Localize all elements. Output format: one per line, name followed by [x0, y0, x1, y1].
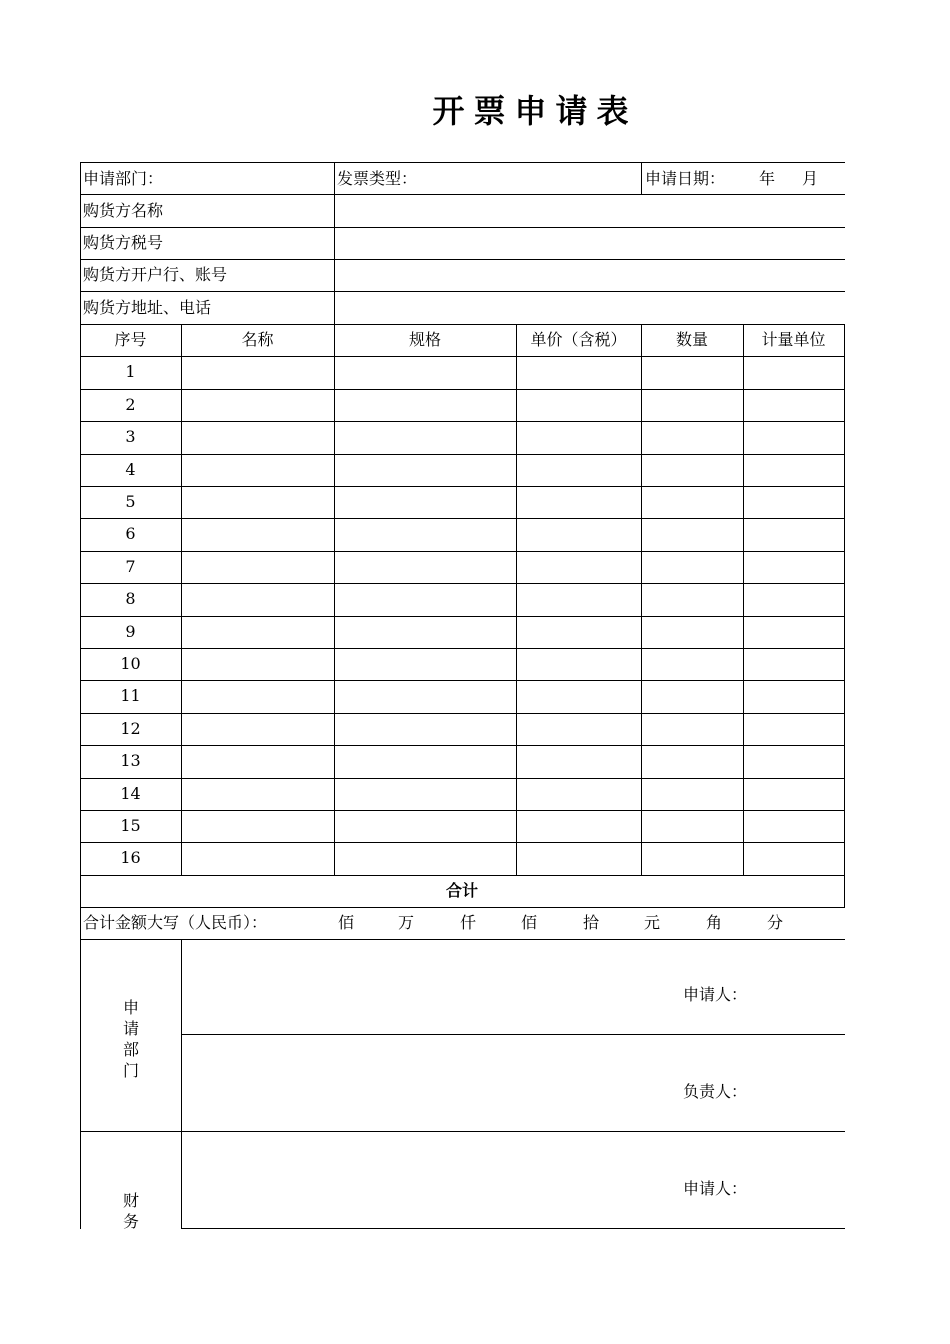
grid-line — [80, 680, 845, 681]
grid-line — [181, 324, 182, 876]
grid-line — [80, 551, 845, 552]
grid-line — [80, 939, 845, 940]
grid-line — [80, 583, 845, 584]
finance-applicant-label: 申请人： — [683, 1179, 748, 1198]
buyer-bank-label: 购货方开户行、账号 — [83, 265, 228, 284]
grid-line — [80, 356, 845, 357]
row-number: 2 — [125, 395, 136, 414]
row-number: 8 — [125, 589, 136, 608]
page-title: 开票申请表 — [432, 92, 638, 130]
grid-line — [80, 616, 845, 617]
grid-line — [80, 907, 845, 908]
row-number: 16 — [120, 848, 141, 867]
grid-line — [844, 324, 845, 876]
amount-unit: 佰 — [338, 913, 355, 932]
row-number: 5 — [125, 492, 136, 511]
row-number: 4 — [125, 460, 136, 479]
amount-unit: 万 — [398, 913, 415, 932]
grid-line — [641, 162, 642, 195]
total-label: 合计 — [445, 881, 478, 900]
buyer-address-label: 购货方地址、电话 — [83, 298, 212, 317]
year-label: 年 — [759, 169, 776, 188]
finance-section-label: 财 务 — [122, 1191, 139, 1231]
amount-unit: 元 — [644, 913, 661, 932]
grid-line — [80, 648, 845, 649]
grid-line — [80, 713, 845, 714]
grid-line — [80, 227, 845, 228]
grid-line — [181, 1034, 845, 1035]
grid-line — [80, 259, 845, 260]
grid-line — [844, 875, 845, 908]
grid-line — [80, 745, 845, 746]
grid-line — [80, 454, 845, 455]
row-number: 9 — [125, 622, 136, 641]
grid-line — [181, 1228, 845, 1229]
column-header: 规格 — [408, 330, 441, 349]
row-number: 1 — [125, 362, 136, 381]
row-number: 10 — [120, 654, 141, 673]
grid-line — [80, 518, 845, 519]
grid-line — [181, 939, 182, 1229]
grid-line — [80, 810, 845, 811]
date-label: 申请日期： — [645, 169, 726, 188]
dept-section-label: 申 请 部 门 — [122, 998, 139, 1080]
amount-unit: 拾 — [583, 913, 600, 932]
amount-unit: 角 — [706, 913, 723, 932]
grid-line — [80, 875, 845, 876]
grid-line — [334, 162, 335, 325]
grid-line — [80, 389, 845, 390]
grid-line — [80, 486, 845, 487]
row-number: 3 — [125, 427, 136, 446]
row-number: 13 — [120, 751, 141, 770]
grid-line — [516, 324, 517, 876]
grid-line — [641, 324, 642, 876]
row-number: 11 — [120, 686, 141, 705]
grid-line — [80, 1131, 845, 1132]
row-number: 6 — [125, 524, 136, 543]
grid-line — [80, 324, 845, 325]
grid-line — [743, 324, 744, 876]
amount-unit: 仟 — [460, 913, 477, 932]
dept-label: 申请部门： — [83, 169, 164, 188]
grid-line — [80, 421, 845, 422]
amount-label: 合计金额大写（人民币）： — [83, 913, 268, 932]
month-label: 月 — [802, 169, 819, 188]
column-header: 计量单位 — [761, 330, 826, 349]
grid-line — [80, 194, 845, 195]
grid-line — [80, 162, 845, 163]
grid-line — [80, 778, 845, 779]
row-number: 14 — [120, 784, 141, 803]
buyer-tax-label: 购货方税号 — [83, 233, 164, 252]
column-header: 单价（含税） — [530, 330, 627, 349]
row-number: 15 — [120, 816, 141, 835]
row-number: 7 — [125, 557, 136, 576]
amount-unit: 佰 — [521, 913, 538, 932]
amount-unit: 分 — [767, 913, 784, 932]
buyer-name-label: 购货方名称 — [83, 201, 164, 220]
row-number: 12 — [120, 719, 141, 738]
column-header: 名称 — [241, 330, 274, 349]
invoice-type-label: 发票类型： — [337, 169, 418, 188]
dept-applicant-label: 申请人： — [683, 985, 748, 1004]
column-header: 数量 — [675, 330, 708, 349]
grid-line — [80, 291, 845, 292]
column-header: 序号 — [114, 330, 147, 349]
grid-line — [80, 842, 845, 843]
dept-manager-label: 负责人： — [683, 1082, 748, 1101]
grid-line — [334, 324, 335, 876]
